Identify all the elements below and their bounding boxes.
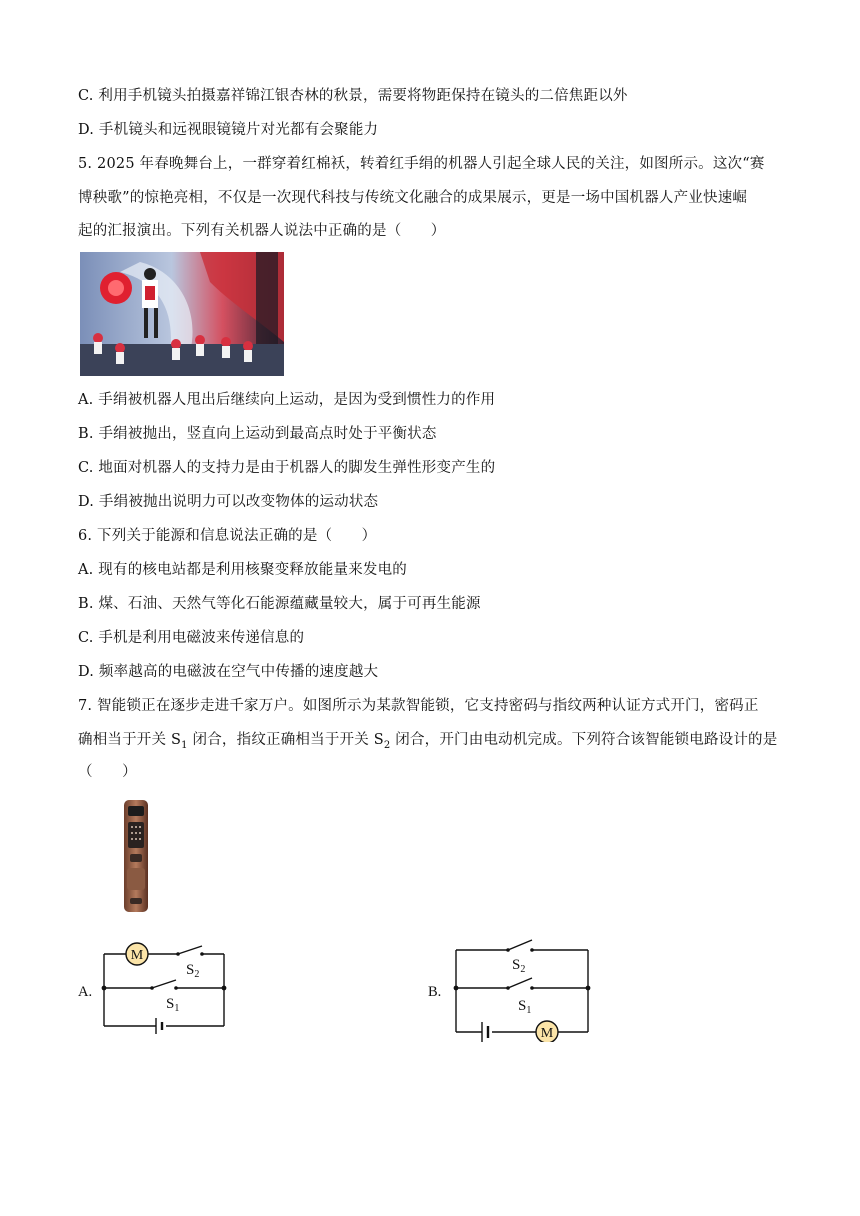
option-6c-text: C. 手机是利用电磁波来传递信息的 bbox=[78, 630, 305, 646]
option-5b-text: B. 手绢被抛出，竖直向上运动到最高点时处于平衡状态 bbox=[78, 426, 437, 442]
option-4d-text: D. 手机镜头和远视眼镜镜片对光都有会聚能力 bbox=[78, 122, 379, 138]
option-5a-text: A. 手绢被机器人甩出后继续向上运动，是因为受到惯性力的作用 bbox=[78, 392, 496, 408]
question-7-answer-paren: （ ） bbox=[78, 764, 137, 780]
circuit-b-diagram bbox=[452, 936, 592, 1042]
question-6-stem: 6. 下列关于能源和信息说法正确的是（ ） bbox=[78, 528, 377, 544]
svg-text:S1: $S_1$ bbox=[518, 998, 532, 1016]
circuit-a-motor-label: M bbox=[130, 948, 144, 963]
svg-text:S2: $S_2$ bbox=[512, 957, 526, 975]
option-6a-text: A. 现有的核电站都是利用核聚变释放能量来发电的 bbox=[78, 562, 407, 578]
option-6d-text: D. 频率越高的电磁波在空气中传播的速度越大 bbox=[78, 664, 379, 680]
circuit-a-option-label: A. bbox=[78, 984, 93, 1000]
option-5d-text: D. 手绢被抛出说明力可以改变物体的运动状态 bbox=[78, 494, 379, 510]
option-6b-text: B. 煤、石油、天然气等化石能源蕴藏量较大，属于可再生能源 bbox=[78, 596, 481, 612]
question-5-stem-cont: 博秧歌”的惊艳亮相，不仅是一次现代科技与传统文化融合的成果展示，更是一场中国机器人产业快速崛 bbox=[78, 190, 748, 206]
question-5-stem-end: 起的汇报演出。下列有关机器人说法中正确的是（ ） bbox=[78, 223, 446, 239]
option-4c-text: C. 利用手机镜头拍摄嘉祥锦江银杏林的秋景，需要将物距保持在镜头的二倍焦距以外 bbox=[78, 88, 628, 104]
question-7-stem-cont: 确相当于开关 $S_1$ 闭合，指纹正确相当于开关 $S_2$ 闭合，开门由电动机完成。下列符合该智能锁电路设计的是 bbox=[78, 732, 778, 751]
option-5c-text: C. 地面对机器人的支持力是由于机器人的脚发生弹性形变产生的 bbox=[78, 460, 496, 476]
circuit-b-option-label: B. bbox=[428, 984, 442, 1000]
smart-lock-photo bbox=[118, 798, 154, 914]
svg-text:S1: $S_1$ bbox=[166, 996, 180, 1014]
circuit-b-motor-label: M bbox=[540, 1026, 554, 1041]
question-5-stem: 5. 2025 年春晚舞台上，一群穿着红棉袄，转着红手绢的机器人引起全球人民的关注，如图所示。这次“赛 bbox=[78, 156, 765, 172]
circuit-a-diagram bbox=[100, 936, 230, 1036]
robot-dance-photo bbox=[80, 252, 284, 376]
question-7-stem: 7. 智能锁正在逐步走进千家万户。如图所示为某款智能锁，它支持密码与指纹两种认证方式开门，密码正 bbox=[78, 698, 759, 714]
svg-text:S2: $S_2$ bbox=[186, 962, 200, 980]
